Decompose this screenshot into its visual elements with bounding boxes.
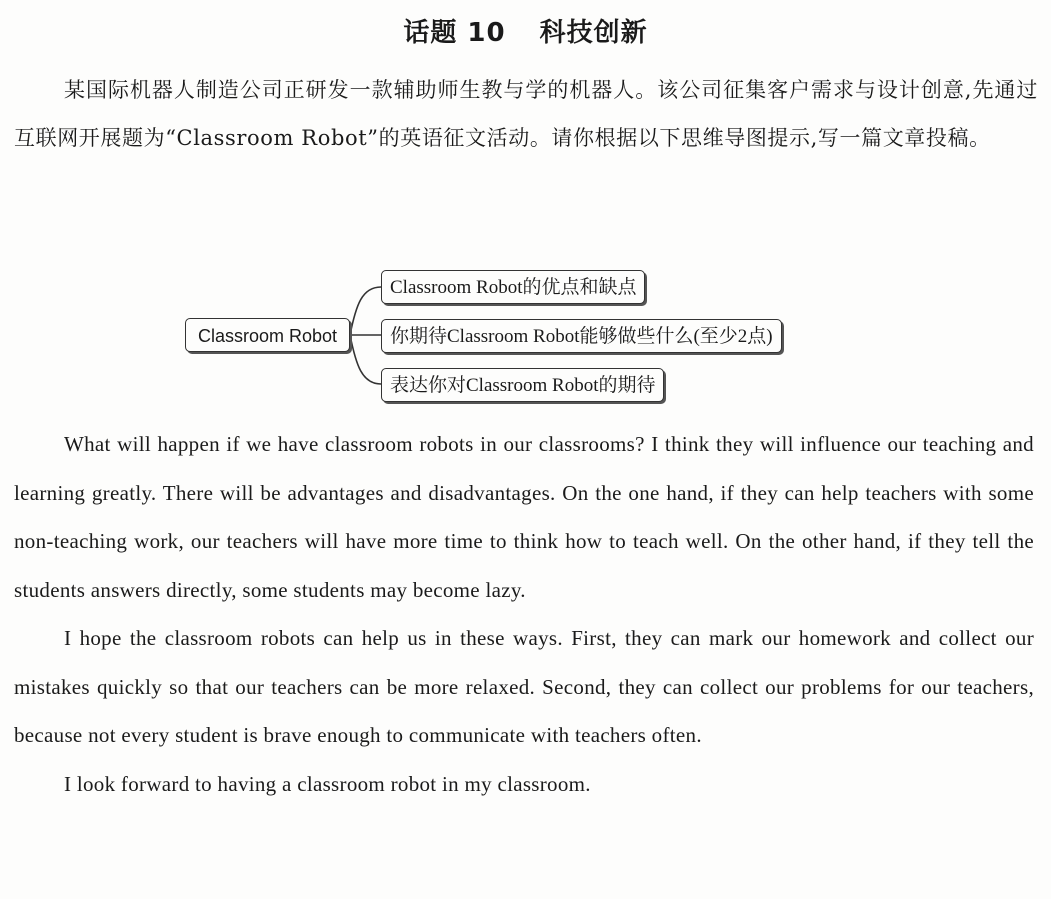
topic-label: 话题 10: [403, 18, 506, 48]
connector-bottom: [350, 335, 381, 384]
task-prompt: 某国际机器人制造公司正研发一款辅助师生教与学的机器人。该公司征集客户需求与设计创意,先通过互联网开展题为“Classroom Robot”的英语征文活动。请你根据以下思维导图提示,写一篇文章投稿。: [14, 78, 1038, 150]
mind-map-branch-pros-cons: Classroom Robot的优点和缺点: [381, 270, 645, 304]
connector-top: [350, 287, 381, 335]
page-title: [0, 12, 1051, 49]
mind-map-branch-expectations: 你期待Classroom Robot能够做些什么(至少2点): [381, 319, 782, 353]
essay-paragraph: What will happen if we have classroom robots in our classrooms? I think they will influence our teaching and learning greatly. There will be advantages and disadvantages. On the one hand, if they can help teachers with some non-teaching work, our teachers will have more time to think how to teach well. On the other hand, if they tell the students answers directly, some students may become lazy.: [14, 432, 1034, 602]
essay-paragraph: I look forward to having a classroom robot in my classroom.: [64, 771, 591, 796]
mind-map-branch-hopes: 表达你对Classroom Robot的期待: [381, 368, 664, 402]
topic-name: 科技创新: [539, 18, 648, 48]
essay-body: [14, 420, 1034, 808]
essay-paragraph: I hope the classroom robots can help us in these ways. First, they can mark our homework and collect our mistakes quickly so that our teachers can be more relaxed. Second, they can collect our problems for our teachers, because not every student is brave enough to communicate with teachers often.: [14, 626, 1034, 747]
mind-map-root: Classroom Robot: [185, 318, 350, 352]
